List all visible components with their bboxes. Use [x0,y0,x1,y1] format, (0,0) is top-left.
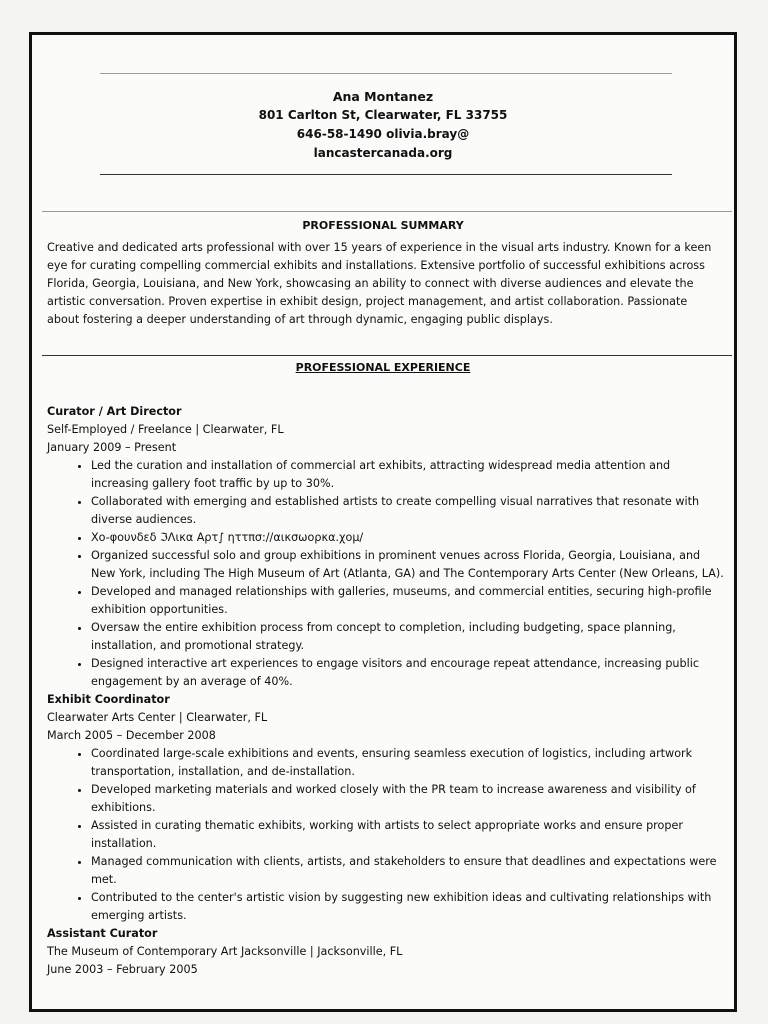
job-org: The Museum of Contemporary Art Jacksonville | Jacksonville, FL [47,945,403,958]
candidate-contact-domain: lancastercanada.org [313,146,453,160]
job-title: Exhibit Coordinator [47,693,170,706]
resume-page [29,32,737,1012]
job-bullet: • Developed and managed relationships with galleries, museums, and commercial entities, securing high-profile exhibition opportunities. [91,583,727,619]
experience-top-rule [42,355,732,356]
job-bullets [47,457,727,691]
job-dates: June 2003 – February 2005 [47,963,198,976]
job-bullet: • Contributed to the center's artistic vision by suggesting new exhibition ideas and cultivating relationships with emerging artists. [91,889,727,925]
job-title: Assistant Curator [47,927,158,940]
job-org: Clearwater Arts Center | Clearwater, FL [47,711,268,724]
candidate-address: 801 Carlton St, Clearwater, FL 33755 [258,108,508,122]
job-bullet: • Collaborated with emerging and established artists to create compelling visual narratives that resonate with diverse audiences. [91,493,727,529]
job-bullet: • Coordinated large-scale exhibitions and events, ensuring seamless execution of logistics, including artwork transportation, installation, and de-installation. [91,745,727,781]
job-dates: January 2009 – Present [47,441,177,454]
job-bullet: • Developed marketing materials and worked closely with the PR team to increase awareness and visibility of exhibitions. [91,781,727,817]
summary-text: Creative and dedicated arts professional with over 15 years of experience in the visual arts industry. Known for a keen eye for curating compelling commercial exhibits and installations. Extensive portfolio of successful exhibitions across Florida, Georgia, Louisiana, and New York, showcasing an ability to connect with diverse audiences and elevate the artistic conversation. Proven expertise in exhibit design, project management, and artist collaboration. Passionate about fostering a deeper understanding of art through dynamic, engaging public displays. [47,241,712,326]
job-bullets [47,745,727,925]
job-entry [47,403,727,691]
job-bullet: • Led the curation and installation of commercial art exhibits, attracting widespread media attention and increasing gallery foot traffic by up to 30%. [91,457,727,493]
summary-top-rule [42,211,732,212]
job-org: Self-Employed / Freelance | Clearwater, FL [47,423,284,436]
header-top-rule [100,73,672,74]
job-bullet: • Xo-φουνδεδ ℑΛικα Αρτ∫ ηττπσ://αικσωορκα.χομ/ [91,529,727,547]
job-bullet: • Designed interactive art experiences to engage visitors and encourage repeat attendance, increasing public engagement by an average of 40%. [91,655,727,691]
candidate-name: Ana Montanez [332,89,434,104]
job-entry [47,691,727,925]
job-dates: March 2005 – December 2008 [47,729,216,742]
experience-heading: PROFESSIONAL EXPERIENCE [295,361,471,374]
job-bullet: • Organized successful solo and group exhibitions in prominent venues across Florida, Georgia, Louisiana, and New York, including The High Museum of Art (Atlanta, GA) and The Contemporary Arts Center (New Orleans, LA). [91,547,727,583]
job-bullet: • Oversaw the entire exhibition process from concept to completion, including budgeting, space planning, installation, and promotional strategy. [91,619,727,655]
experience-section [47,403,727,979]
job-bullet: • Managed communication with clients, artists, and stakeholders to ensure that deadlines and expectations were met. [91,853,727,889]
job-bullet: • Assisted in curating thematic exhibits, working with artists to select appropriate works and ensure proper installation. [91,817,727,853]
job-entry [47,925,727,979]
job-title: Curator / Art Director [47,405,182,418]
candidate-contact: 646-58-1490 olivia.bray@ [296,127,470,141]
header-bottom-rule [100,174,672,175]
summary-heading: PROFESSIONAL SUMMARY [302,219,464,232]
resume-header [32,87,734,163]
